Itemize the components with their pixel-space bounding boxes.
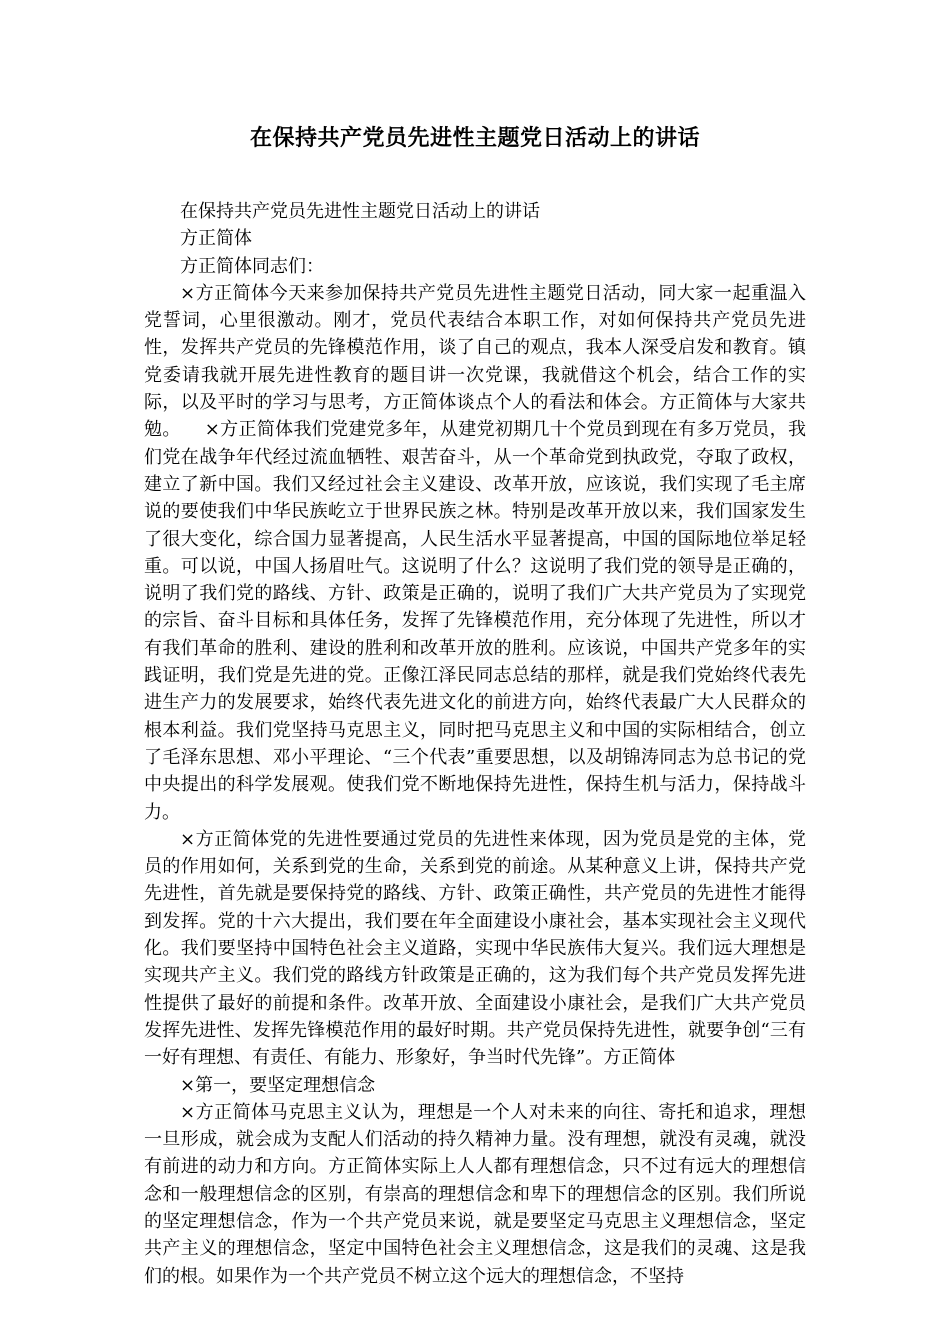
paragraph-party-advancement: ×方正简体党的先进性要通过党员的先进性来体现，因为党员是党的主体，党员的作用如何，关系到党的生命，关系到党的前途。从某种意义上讲，保持共产党先进性，首先就是要保持党的路线、方针、政策正确性，共产党员的先进性才能得到发挥。党的十六大提出，我们要在年全面建设小康社会，基本实现社会主义现代化。我们要坚持中国特色社会主义道路，实现中华民族伟大复兴。我们远大理想是实现共产主义。我们党的路线方针政策是正确的，这为我们每个共产党员发挥先进性提供了最好的前提和条件。改革开放、全面建设小康社会，是我们广大共产党员发挥先进性、发挥先锋模范作用的最好时期。共产党员保持先进性，就要争创“三有一好有理想、有责任、有能力、形象好，争当时代先锋”。方正简体 bbox=[144, 828, 806, 1069]
document-title: 在保持共产党员先进性主题党日活动上的讲话 bbox=[249, 125, 700, 151]
paragraph-salutation: 方正简体同志们： bbox=[180, 255, 324, 277]
paragraph-opening: ×方正简体今天来参加保持共产党员先进性主题党日活动，同大家一起重温入党誓词，心里很激动。刚才，党员代表结合本职工作，对如何保持共产党员先进性，发挥共产党员的先锋模范作用，谈了自己的观点，我本人深受启发和教育。镇党委请我就开展先进性教育的题目讲一次党课，我就借这个机会，结合工作的实际，以及平时的学习与思考，方正简体谈点个人的看法和体会。方正简体与大家共勉。 ×方正简体我们党建党多年，从建党初期几十个党员到现在有多万党员，我们党在战争年代经过流血牺牲、艰苦奋斗，从一个革命党到执政党，夺取了政权，建立了新中国。我们又经过社会主义建设、改革开放，应该说，我们实现了毛主席说的要使我们中华民族屹立于世界民族之林。特别是改革开放以来，我们国家发生了很大变化，综合国力显著提高，人民生活水平显著提高，中国的国际地位举足轻重。可以说，中国人扬眉吐气。这说明了什么？这说明了我们党的领导是正确的，说明了我们党的路线、方针、政策是正确的，说明了我们广大共产党员为了实现党的宗旨、奋斗目标和具体任务，发挥了先锋模范作用，充分体现了先进性，所以才有我们革命的胜利、建设的胜利和改革开放的胜利。应该说，中国共产党多年的实践证明，我们党是先进的党。正像江泽民同志总结的那样，就是我们党始终代表先进生产力的发展要求，始终代表先进文化的前进方向，始终代表最广大人民群众的根本利益。我们党坚持马克思主义，同时把马克思主义和中国的实际相结合，创立了毛泽东思想、邓小平理论、“三个代表”重要思想，以及胡锦涛同志为总书记的党中央提出的科学发展观。使我们党不断地保持先进性，保持生机与活力，保持战斗力。 bbox=[144, 282, 806, 823]
paragraph-heading-repeat: 在保持共产党员先进性主题党日活动上的讲话 bbox=[180, 201, 540, 222]
paragraph-ideals: ×方正简体马克思主义认为，理想是一个人对未来的向往、寄托和追求，理想一旦形成，就会成为支配人们活动的持久精神力量。没有理想，就没有灵魂，就没有前进的动力和方向。方正简体实际上人人都有理想信念，只不过有远大的理想信念和一般理想信念的区别，有崇高的理想信念和卑下的理想信念的区别。我们所说的坚定理想信念，作为一个共产党员来说，就是要坚定马克思主义理想信念，坚定共产主义的理想信念，坚定中国特色社会主义理想信念，这是我们的灵魂、这是我们的根。如果作为一个共产党员不树立这个远大的理想信念，不坚持 bbox=[144, 1101, 806, 1287]
document-body bbox=[144, 198, 806, 1290]
paragraph-section-heading: ×第一，要坚定理想信念 bbox=[180, 1074, 376, 1096]
paragraph-font-note: 方正简体 bbox=[180, 228, 252, 250]
